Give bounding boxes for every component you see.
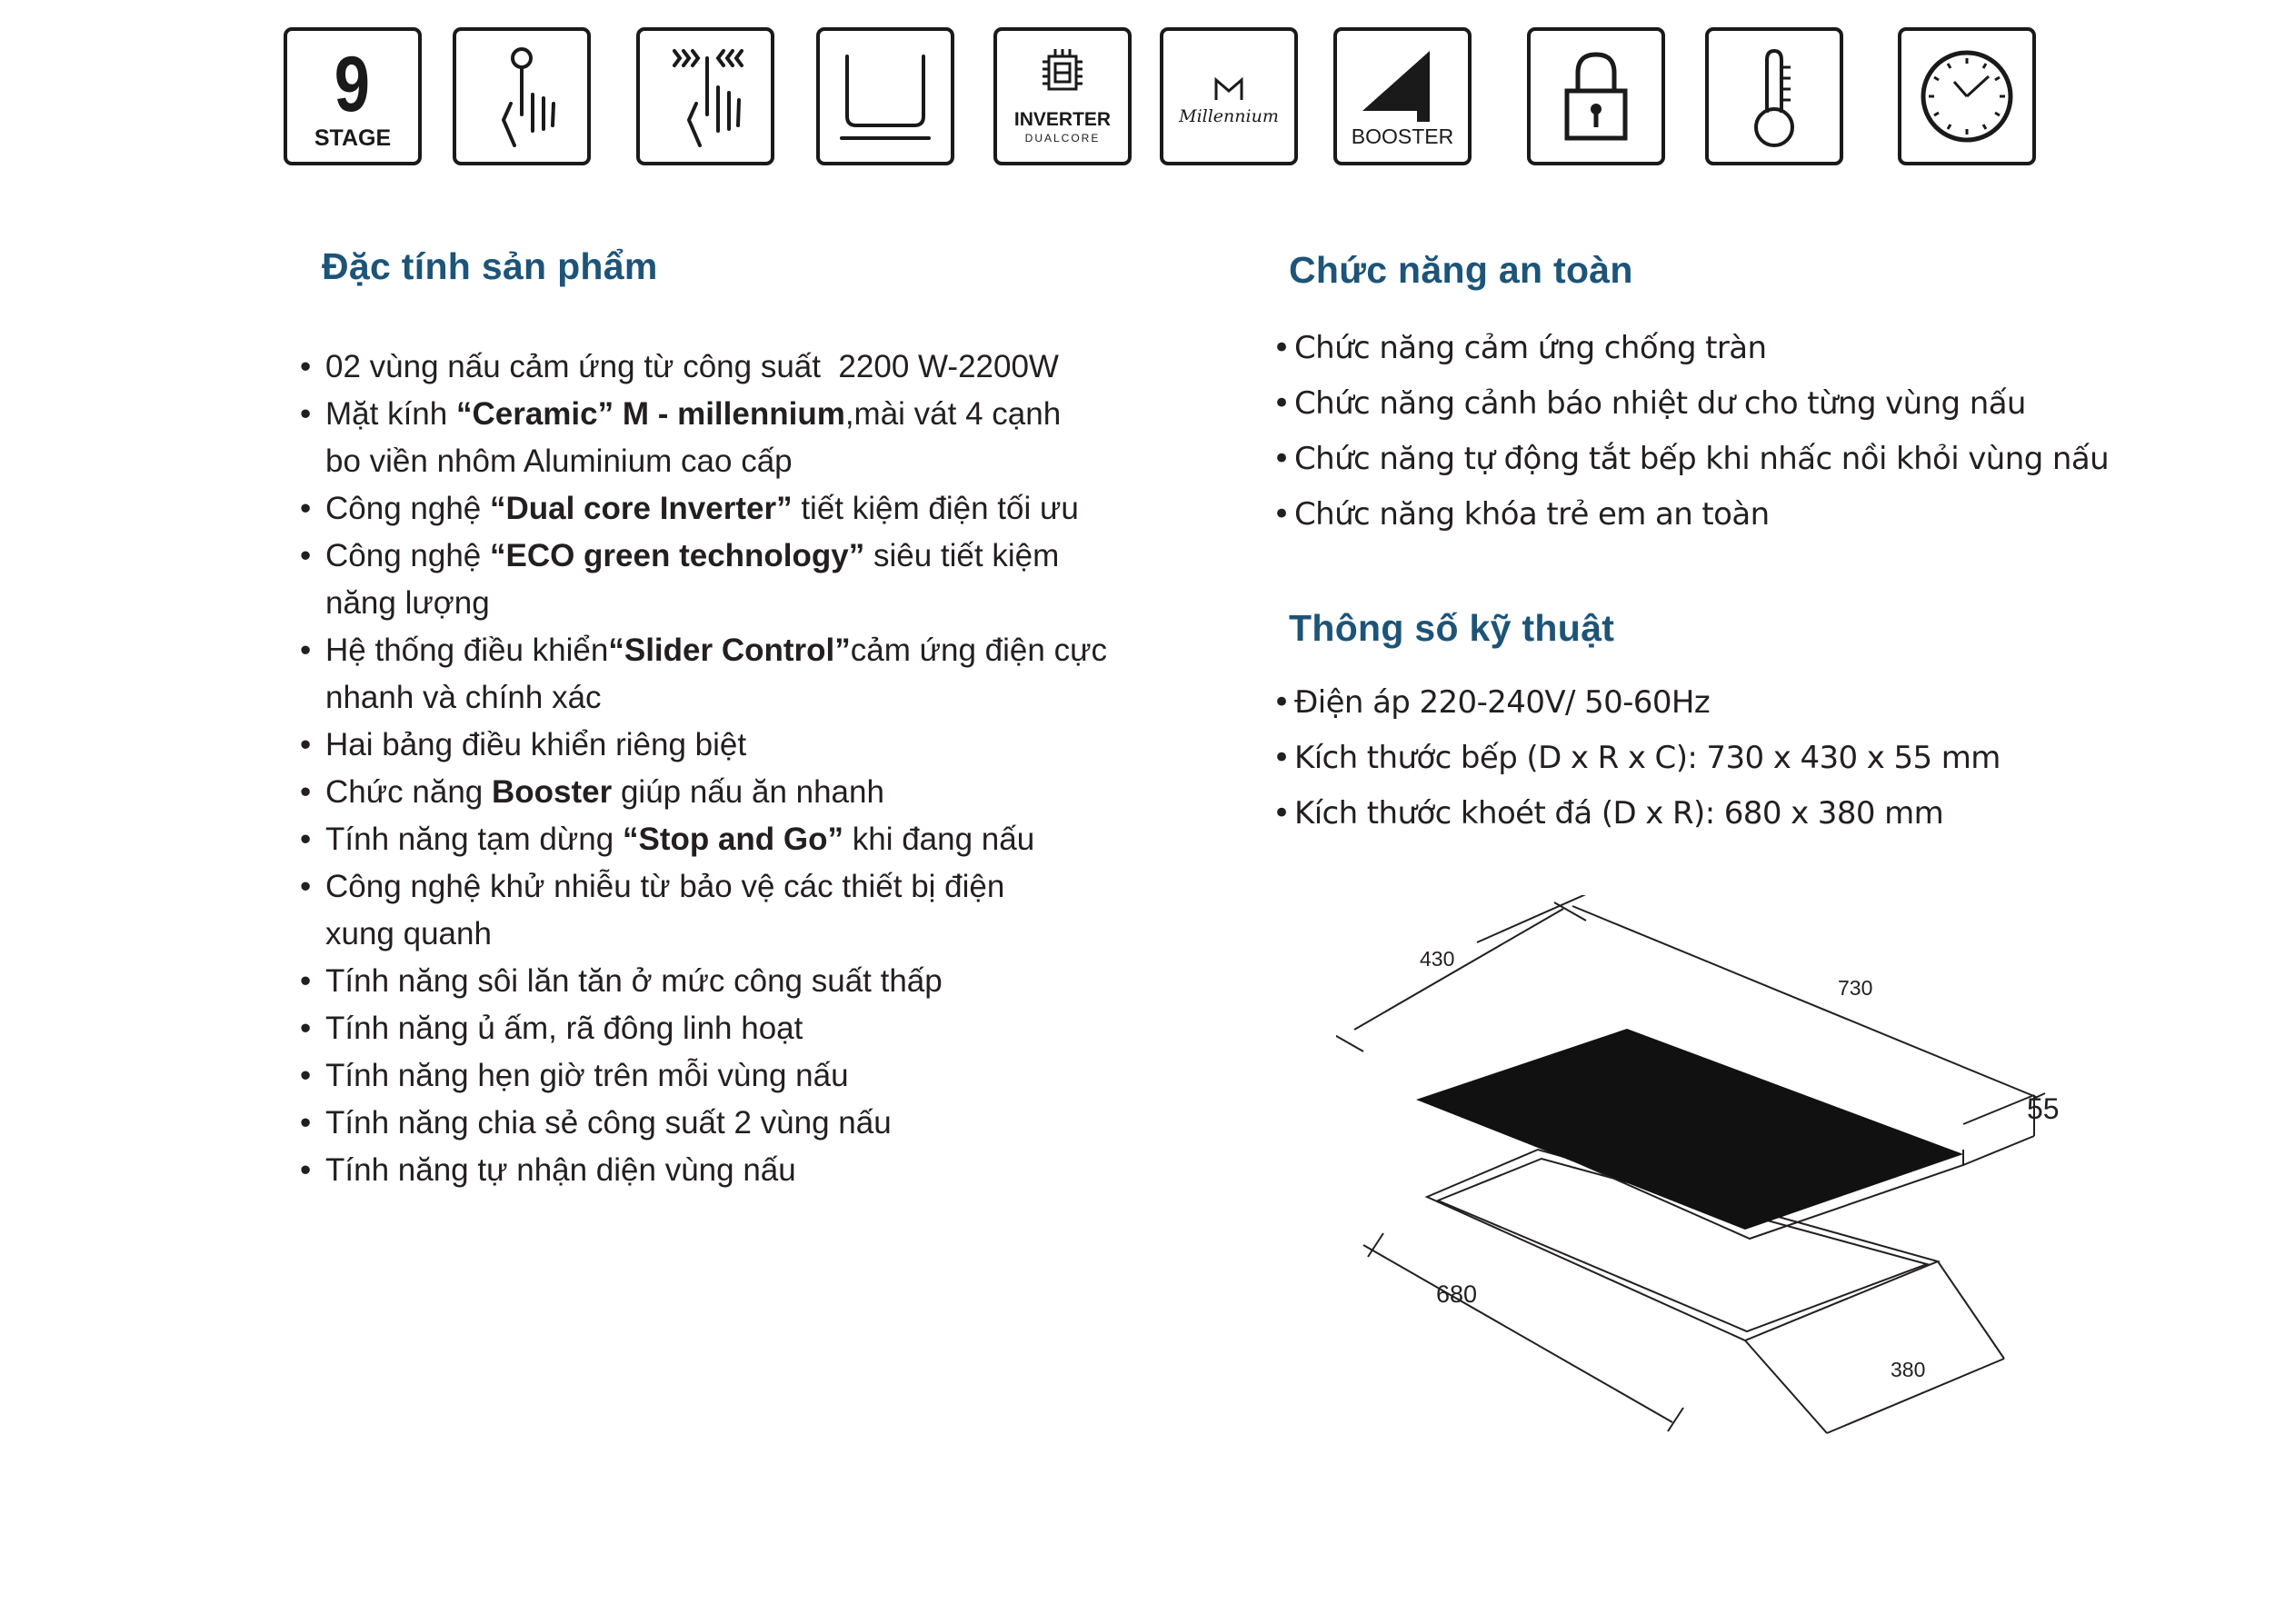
stage-label: STAGE [314, 125, 392, 151]
features-list [300, 344, 1172, 1194]
list-item: • Công nghệ “Dual core Inverter” tiết kiệm điện tối ưu [300, 485, 1172, 533]
list-item: • Kích thước bếp (D x R x C): 730 x 430 x 55 mm [1272, 731, 2218, 786]
feature-icon-row [0, 0, 2295, 182]
safety-list [1272, 321, 2218, 543]
cutout-length-dimension-line [1363, 1245, 1672, 1422]
stage-number: 9 [334, 40, 370, 128]
list-item: • Chức năng tự động tắt bếp khi nhấc nồi khỏi vùng nấu [1272, 432, 2218, 487]
specs-list [1272, 675, 2218, 842]
features-heading: Đặc tính sản phẩm [322, 245, 658, 287]
length-label: 730 [1838, 976, 1873, 1000]
millennium-label: Millennium [1179, 106, 1279, 126]
width-label: 430 [1420, 947, 1455, 971]
dualcore-label: DUALCORE [1024, 132, 1101, 144]
cutout-length-label: 680 [1436, 1280, 1478, 1308]
list-item: • Tính năng ủ ấm, rã đông linh hoạt [300, 1005, 1172, 1052]
booster-label: BOOSTER [1351, 125, 1454, 148]
list-item: • Tính năng tự nhận diện vùng nấu [300, 1147, 1172, 1194]
width-dimension-line [1354, 909, 1563, 1030]
safety-heading: Chức năng an toàn [1289, 249, 1633, 291]
list-item: • Công nghệ khử nhiễu từ bảo vệ các thiết bị điện xung quanh [300, 863, 1172, 958]
glass-top [1416, 1029, 1963, 1230]
list-item: • Mặt kính “Ceramic” M - millennium,mài vát 4 cạnh bo viền nhôm Aluminium cao cấp [300, 391, 1172, 485]
list-item: • Kích thước khoét đá (D x R): 680 x 380 mm [1272, 786, 2218, 842]
list-item: • Hai bảng điều khiển riêng biệt [300, 722, 1172, 769]
list-item: • Tính năng hẹn giờ trên mỗi vùng nấu [300, 1052, 1172, 1100]
list-item: • Tính năng chia sẻ công suất 2 vùng nấu [300, 1100, 1172, 1147]
millennium-glass-icon [1160, 27, 1298, 165]
child-lock-icon [1527, 27, 1665, 165]
list-item: • Chức năng cảm ứng chống tràn [1272, 321, 2218, 376]
list-item: • Tính năng sôi lăn tăn ở mức công suất thấp [300, 958, 1172, 1005]
slider-control-icon [636, 27, 774, 165]
list-item: • Hệ thống điều khiển“Slider Control”cảm ứng điện cực nhanh và chính xác [300, 627, 1172, 722]
list-item: • 02 vùng nấu cảm ứng từ công suất 2200 W-2200W [300, 344, 1172, 391]
touch-control-icon [453, 27, 591, 165]
list-item: • Tính năng tạm dừng “Stop and Go” khi đang nấu [300, 816, 1172, 863]
inverter-dualcore-icon [993, 27, 1132, 165]
dimension-diagram [1336, 895, 2100, 1440]
specs-heading: Thông số kỹ thuật [1289, 607, 1615, 649]
booster-icon [1333, 27, 1472, 165]
height-label: 55 [2027, 1092, 2060, 1125]
pot-detection-icon [816, 27, 954, 165]
inverter-label: INVERTER [1013, 109, 1112, 130]
list-item: • Công nghệ “ECO green technology” siêu tiết kiệm năng lượng [300, 533, 1172, 627]
list-item: • Chức năng cảnh báo nhiệt dư cho từng vùng nấu [1272, 376, 2218, 432]
list-item: • Chức năng khóa trẻ em an toàn [1272, 487, 2218, 543]
cutout-width-label: 380 [1891, 1358, 1926, 1381]
list-item: • Chức năng Booster giúp nấu ăn nhanh [300, 769, 1172, 816]
residual-heat-icon [1705, 27, 1843, 165]
9-stage-icon [284, 27, 422, 165]
timer-clock-icon [1898, 27, 2036, 165]
list-item: • Điện áp 220-240V/ 50-60Hz [1272, 675, 2218, 731]
